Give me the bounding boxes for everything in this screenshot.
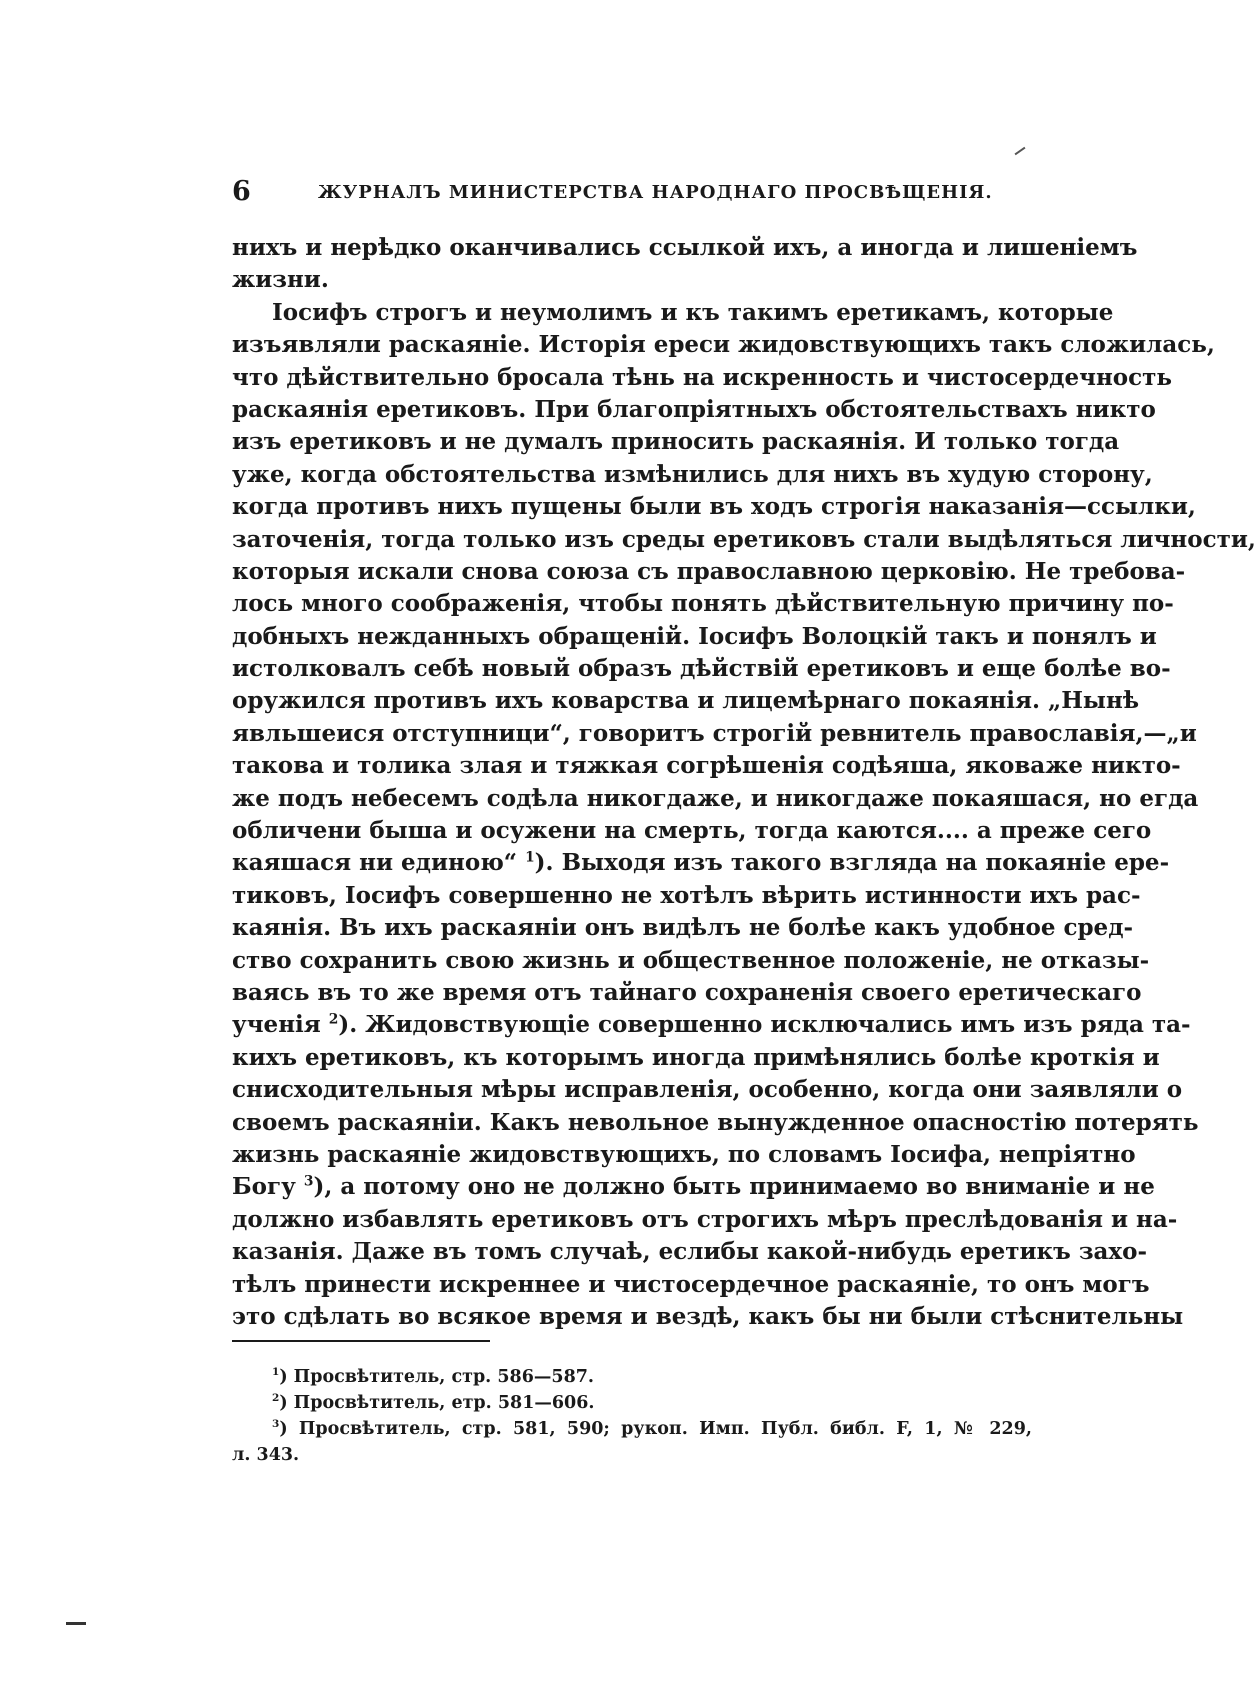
footnote: [232, 1364, 1032, 1390]
text-line: снисходительныя мѣры исправленія, особенно, когда они заявляли о: [232, 1076, 1183, 1104]
text-line: ваясь въ то же время отъ тайнаго сохраненія своего еретическаго: [232, 978, 1142, 1006]
text-line: когда противъ нихъ пущены были въ ходъ строгія наказанія—ссылки,: [232, 493, 1196, 521]
footnote-text: ) Просвѣтитель, стр. 586—587.: [279, 1367, 595, 1387]
footnote-continuation: [232, 1442, 1032, 1468]
text-line: тѣлъ принести искреннее и чистосердечное раскаяніе, то онъ могъ: [232, 1270, 1150, 1298]
text-line: же подъ небесемъ содѣла никогдаже, и никогдаже покаяшася, но егда: [232, 784, 1199, 812]
text-line: изъявляли раскаяніе. Исторія ереси жидовствующихъ такъ сложилась,: [232, 331, 1215, 359]
text-fragment: ученія: [232, 1011, 321, 1039]
text-line: уже, когда обстоятельства измѣнились для нихъ въ худую сторону,: [232, 460, 1153, 488]
text-line: которыя искали снова союза съ православною церковію. Не требова-: [232, 557, 1186, 585]
text-line: жизни.: [232, 266, 329, 294]
stray-pen-mark: [1015, 147, 1026, 156]
text-line: нихъ и нерѣдко оканчивались ссылкой ихъ, а иногда и лишеніемъ: [232, 234, 1138, 261]
text-line: это сдѣлать во всякое время и вездѣ, какъ бы ни были стѣснительны: [232, 1302, 1184, 1330]
text-line: каянія. Въ ихъ раскаяніи онъ видѣлъ не болѣе какъ удобное сред-: [232, 914, 1134, 942]
running-title: ЖУРНАЛЪ МИНИСТЕРСТВА НАРОДНАГО ПРОСВѢЩЕНІЯ.: [318, 182, 993, 203]
footnote-ref: 2: [328, 1011, 339, 1028]
footnote-rule: [232, 1340, 490, 1342]
text-fragment: ), а потому оно не должно быть принимаемо во вниманіе и не: [313, 1173, 1155, 1201]
footnote-ref: 1: [525, 849, 535, 866]
footnote-mark: 1: [272, 1366, 280, 1379]
footnote-mark: 2: [272, 1392, 280, 1405]
text-line: заточенія, тогда только изъ среды еретиковъ стали выдѣляться личности,: [232, 525, 1256, 553]
footnote-text: ) Просвѣтитель, стр. 581, 590; рукоп. Имп. Публ. библ. F, 1, № 229,: [279, 1419, 1032, 1439]
text-line: истолковалъ себѣ новый образъ дѣйствій еретиковъ и еще болѣе во-: [232, 655, 1171, 683]
text-line: Іосифъ строгъ и неумолимъ и къ такимъ еретикамъ, которые: [272, 298, 1114, 326]
text-line: изъ еретиковъ и не думалъ приносить раскаянія. И только тогда: [232, 428, 1120, 456]
text-line: [232, 847, 1170, 879]
text-line: такова и толика злая и тяжкая согрѣшенія содѣяша, яковаже никто-: [232, 752, 1181, 780]
text-line: обличени быша и осужени на смерть, тогда каются.... а преже сего: [232, 817, 1152, 845]
text-line: жизнь раскаяніе жидовствующихъ, по словамъ Іосифа, непріятно: [232, 1140, 1136, 1168]
text-line: лось много соображенія, чтобы понять дѣйствительную причину по-: [232, 590, 1174, 618]
text-line: тиковъ, Іосифъ совершенно не хотѣлъ вѣрить истинности ихъ рас-: [232, 881, 1141, 909]
text-line: явльшеися отступници“, говоритъ строгій ревнитель православія,—„и: [232, 719, 1197, 747]
footnote: [232, 1416, 1032, 1442]
text-line: [232, 1171, 1155, 1203]
text-fragment: каяшася ни единою“: [232, 849, 518, 877]
page-number: 6: [232, 176, 251, 207]
text-fragment: ). Выходя изъ такого взгляда на покаяніе ере-: [534, 849, 1170, 877]
text-line: что дѣйствительно бросала тѣнь на искренность и чистосердечность: [232, 363, 1172, 391]
footnote-mark: 3: [272, 1418, 280, 1431]
page-header: [232, 176, 1032, 216]
text-line: ство сохранить свою жизнь и общественное положеніе, не отказы-: [232, 946, 1150, 974]
text-fragment: ). Жидовствующіе совершенно исключались имъ изъ ряда та-: [338, 1011, 1191, 1039]
text-line: [232, 1009, 1191, 1041]
footnote-text: ) Просвѣтитель, етр. 581—606.: [279, 1393, 595, 1413]
footnote-text: л. 343.: [232, 1445, 300, 1465]
footnote: [232, 1390, 1032, 1416]
text-line: кихъ еретиковъ, къ которымъ иногда примѣнялись болѣе кроткія и: [232, 1043, 1160, 1071]
stray-ink-mark: [66, 1622, 86, 1625]
text-line: раскаянія еретиковъ. При благопріятныхъ обстоятельствахъ никто: [232, 395, 1156, 423]
text-line: казанія. Даже въ томъ случаѣ, еслибы какой-нибудь еретикъ захо-: [232, 1238, 1148, 1266]
footnotes: [232, 1364, 1032, 1468]
body-text: [232, 232, 1256, 1333]
footnote-ref: 3: [303, 1173, 314, 1190]
text-line: должно избавлять еретиковъ отъ строгихъ мѣръ преслѣдованія и на-: [232, 1205, 1178, 1233]
text-fragment: Богу: [232, 1173, 296, 1201]
text-line: своемъ раскаяніи. Какъ невольное вынужденное опасностію потерять: [232, 1108, 1199, 1136]
text-line: оружился противъ ихъ коварства и лицемѣрнаго покаянія. „Нынѣ: [232, 687, 1139, 715]
text-line: добныхъ нежданныхъ обращеній. Іосифъ Волоцкій такъ и понялъ и: [232, 622, 1157, 650]
